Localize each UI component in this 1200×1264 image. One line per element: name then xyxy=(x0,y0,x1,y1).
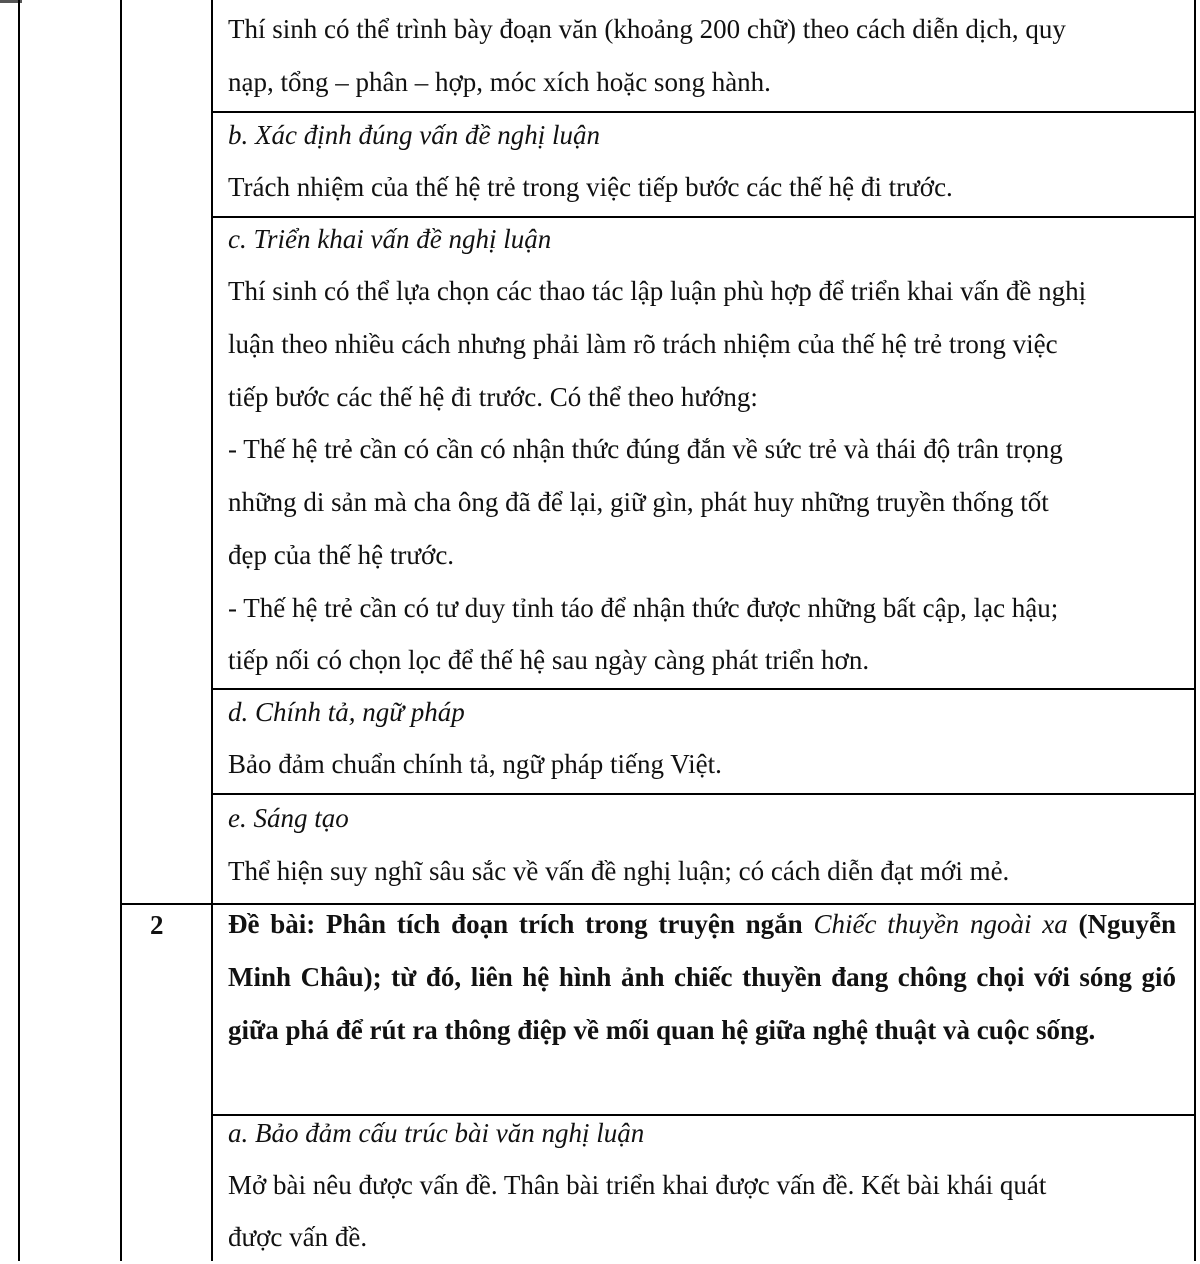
question-number: 2 xyxy=(150,910,164,940)
section-a2-line-2: được vấn đề. xyxy=(228,1222,368,1252)
section-c-line-6: đẹp của thế hệ trước. xyxy=(228,540,455,570)
section-d-heading: d. Chính tả, ngữ pháp xyxy=(228,697,465,727)
question-2-work-title: Chiếc thuyền ngoài xa xyxy=(813,909,1068,939)
section-c-line-4: - Thế hệ trẻ cần có cần có nhận thức đúng đắn về sức trẻ và thái độ trân trọng xyxy=(228,434,1063,464)
intro-line-2: nạp, tổng – phân – hợp, móc xích hoặc song hành. xyxy=(228,67,771,97)
question-2-lead: Đề bài: Phân tích đoạn trích trong truyện ngắn xyxy=(228,909,814,939)
section-c-line-7: - Thế hệ trẻ cần có tư duy tỉnh táo để nhận thức được những bất cập, lạc hậu; xyxy=(228,593,1059,623)
table-border-left xyxy=(18,0,20,1261)
section-c-line-3: tiếp bước các thế hệ đi trước. Có thể theo hướng: xyxy=(228,382,758,412)
section-e-heading: e. Sáng tạo xyxy=(228,803,349,833)
section-e-text: Thể hiện suy nghĩ sâu sắc về vấn đề nghị luận; có cách diễn đạt mới mẻ. xyxy=(228,856,1010,886)
section-c-line-8: tiếp nối có chọn lọc để thế hệ sau ngày càng phát triển hơn. xyxy=(228,645,870,675)
table-col-divider-1 xyxy=(120,0,122,1261)
table-col-divider-2 xyxy=(211,0,213,1261)
section-c-line-1: Thí sinh có thể lựa chọn các thao tác lập luận phù hợp để triển khai vấn đề nghị xyxy=(228,276,1087,306)
section-b-text: Trách nhiệm của thế hệ trẻ trong việc tiếp bước các thế hệ đi trước. xyxy=(228,172,953,202)
section-c-line-2: luận theo nhiều cách nhưng phải làm rõ trách nhiệm của thế hệ trẻ trong việc xyxy=(228,329,1058,359)
section-a2-line-1: Mở bài nêu được vấn đề. Thân bài triển khai được vấn đề. Kết bài khái quát xyxy=(228,1170,1047,1200)
question-2-prompt xyxy=(228,898,1176,1057)
section-d-text: Bảo đảm chuẩn chính tả, ngữ pháp tiếng Việt. xyxy=(228,749,722,779)
section-c-line-5: những di sản mà cha ông đã để lại, giữ gìn, phát huy những truyền thống tốt xyxy=(228,487,1049,517)
table-border-right xyxy=(1194,0,1196,1261)
intro-line-1: Thí sinh có thể trình bày đoạn văn (khoảng 200 chữ) theo cách diễn dịch, quy xyxy=(228,14,1066,44)
question-2-rest: (Nguyễn Minh Châu); từ đó, liên hệ hình ảnh chiếc thuyền đang chông chọi với sóng gió giữa phá để rút ra thông điệp về mối quan hệ giữa nghệ thuật và cuộc sống. xyxy=(228,909,1176,1045)
section-b-heading: b. Xác định đúng vấn đề nghị luận xyxy=(228,120,600,150)
section-a2-heading: a. Bảo đảm cấu trúc bài văn nghị luận xyxy=(228,1118,645,1148)
section-c-heading: c. Triển khai vấn đề nghị luận xyxy=(228,224,552,254)
